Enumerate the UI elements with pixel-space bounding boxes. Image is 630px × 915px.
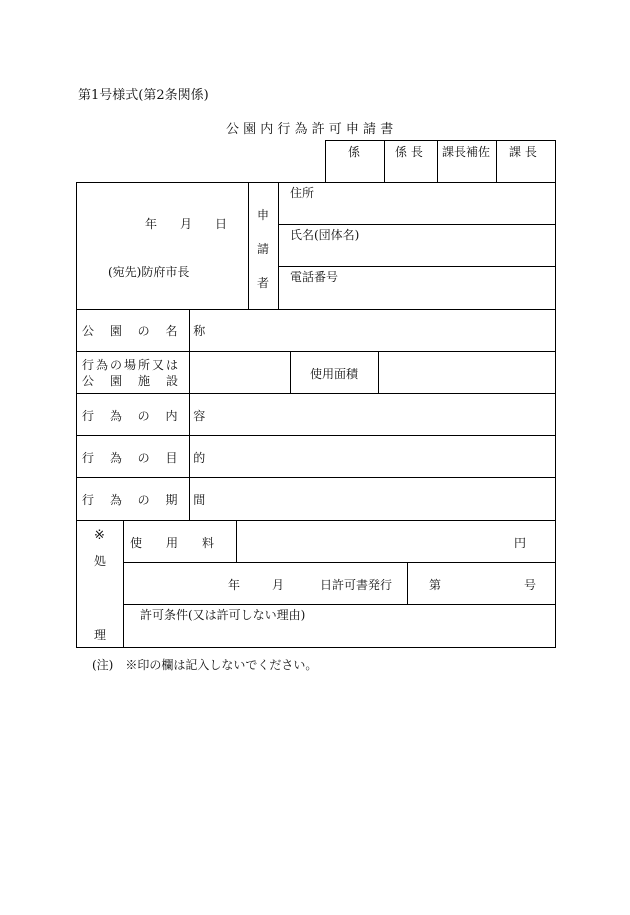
issue-month-label: 月 xyxy=(272,578,285,592)
date-day-label: 日 xyxy=(215,217,228,231)
applicant-side-label-2: 請 xyxy=(257,242,270,256)
location-label-line2: 公 園 施 設 xyxy=(82,374,181,388)
fee-label: 使 用 料 xyxy=(130,536,215,550)
period-label: 行 為 の 期 間 xyxy=(82,493,212,507)
approval-header-chief: 係 長 xyxy=(395,145,423,159)
date-month-label: 月 xyxy=(180,217,193,231)
permit-conditions-label: 許可条件(又は許可しない理由) xyxy=(140,608,306,622)
office-use-mark: ※ xyxy=(94,528,105,543)
permit-number-prefix: 第 xyxy=(429,578,442,592)
location-label-line1: 行為の場所又は xyxy=(82,358,181,372)
approval-header-deputy: 課長補佐 xyxy=(442,145,491,159)
area-label: 使用面積 xyxy=(310,367,359,381)
date-year-label: 年 xyxy=(145,217,158,231)
form-title: 公 園 内 行 為 許 可 申 請 書 xyxy=(226,122,394,137)
processing-side-label-bottom: 理 xyxy=(94,628,107,642)
issue-day-label: 日許可書発行 xyxy=(320,578,393,592)
processing-side-label-top: 処 xyxy=(94,554,107,568)
purpose-label: 行 為 の 目 的 xyxy=(82,451,212,465)
phone-label: 電話番号 xyxy=(290,270,339,284)
park-name-label: 公 園 の 名 称 xyxy=(82,324,212,338)
form-note: (注) ※印の欄は記入しないでください。 xyxy=(92,658,318,672)
address-label: 住所 xyxy=(290,186,315,200)
permit-number-suffix: 号 xyxy=(524,578,537,592)
content-label: 行 為 の 内 容 xyxy=(82,409,212,423)
name-label: 氏名(団体名) xyxy=(290,228,360,242)
recipient-label: (宛先)防府市長 xyxy=(108,265,190,279)
yen-label: 円 xyxy=(514,536,527,550)
approval-header-clerk: 係 xyxy=(348,145,361,159)
issue-year-label: 年 xyxy=(228,578,241,592)
applicant-side-label-3: 者 xyxy=(257,276,270,290)
applicant-side-label-1: 申 xyxy=(257,208,270,222)
form-number-label: 第1号様式(第2条関係) xyxy=(78,88,209,103)
approval-header-manager: 課 長 xyxy=(509,145,537,159)
